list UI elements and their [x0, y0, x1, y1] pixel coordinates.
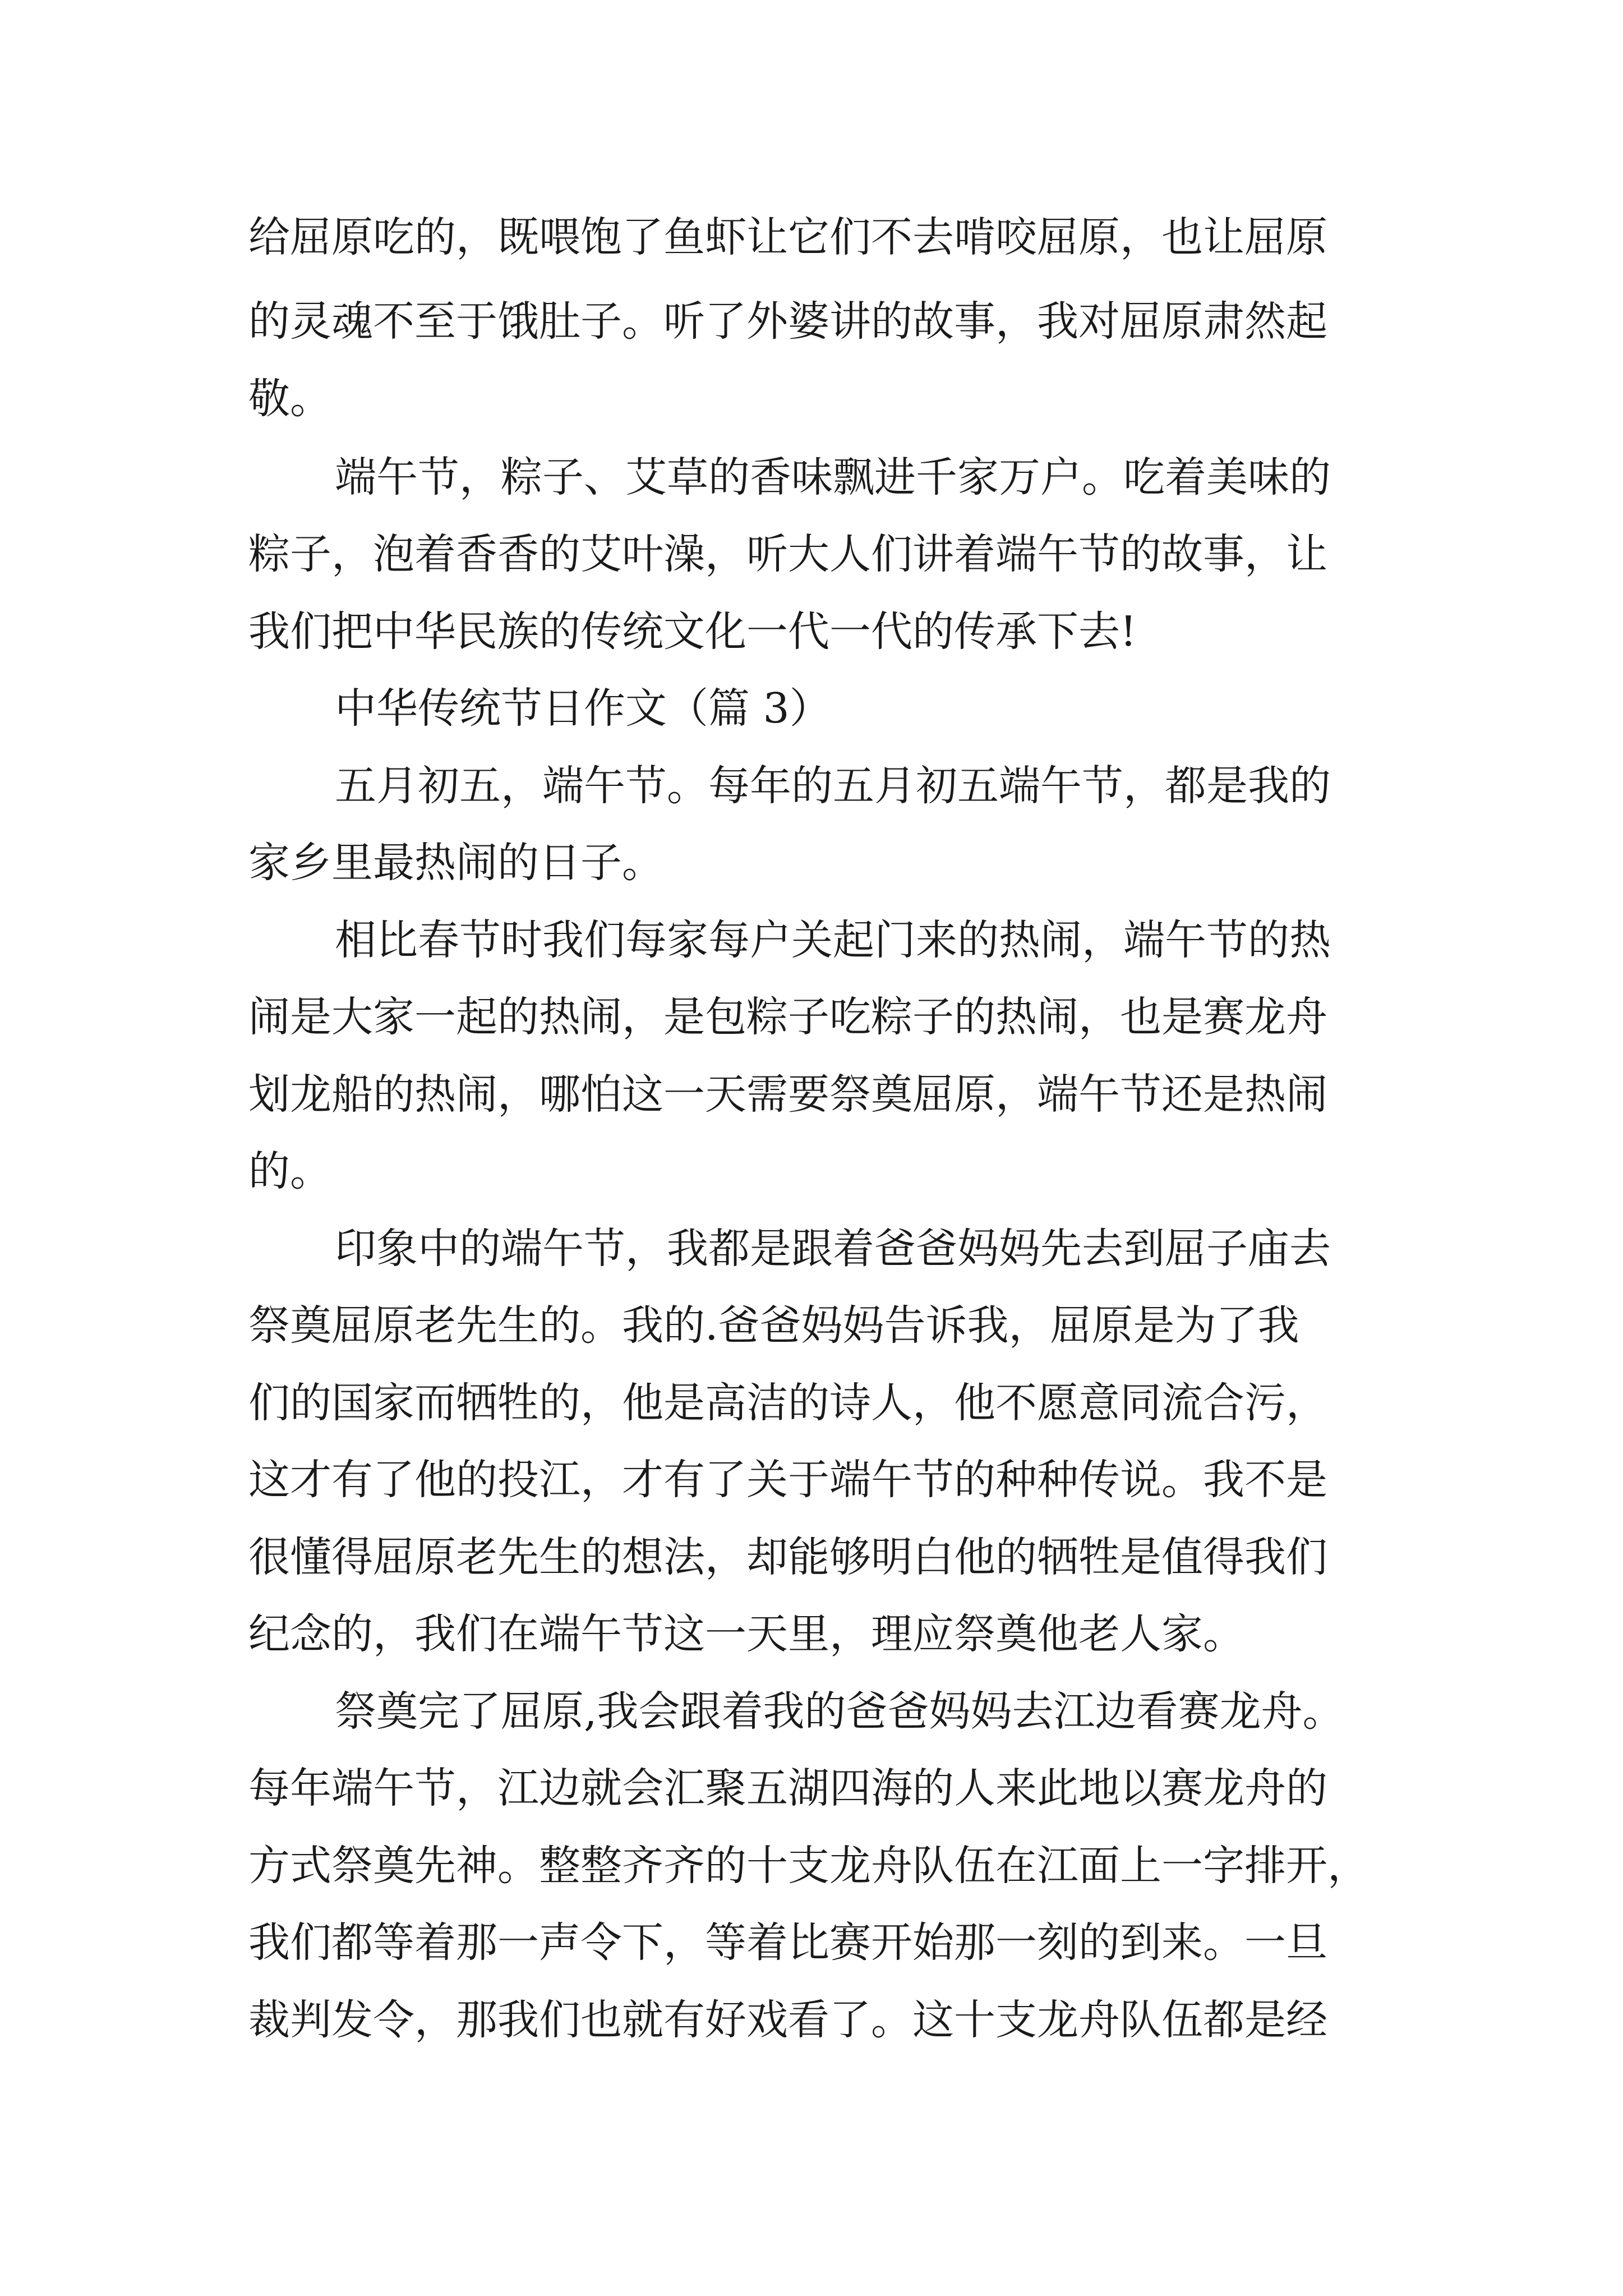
- text-line-9: 家乡里最热闹的日子。: [248, 839, 663, 887]
- text-line-8: 五月初五，端午节。每年的五月初五端午节，都是我的: [335, 762, 1331, 810]
- text-line-22: 方式祭奠先神。整整齐齐的十支龙舟队伍在江面上一字排开，: [248, 1842, 1369, 1890]
- text-line-6: 我们把中华民族的传统文化一代一代的传承下去!: [248, 608, 1137, 656]
- text-line-1: 给屈原吃的，既喂饱了鱼虾让它们不去啃咬屈原，也让屈原: [248, 213, 1327, 261]
- text-line-18: 很懂得屈原老先生的想法，却能够明白他的牺牲是值得我们: [248, 1533, 1327, 1581]
- text-line-21: 每年端午节，江边就会汇聚五湖四海的人来此地以赛龙舟的: [248, 1764, 1327, 1812]
- text-line-13: 的。: [248, 1147, 331, 1195]
- text-line-12: 划龙船的热闹，哪怕这一天需要祭奠屈原，端午节还是热闹: [248, 1070, 1327, 1119]
- text-line-4: 端午节，粽子、艾草的香味飘进千家万户。吃着美味的: [335, 453, 1331, 501]
- text-line-3: 敬。: [248, 375, 331, 423]
- text-line-23: 我们都等着那一声令下，等着比赛开始那一刻的到来。一旦: [248, 1918, 1327, 1967]
- text-line-17: 这才有了他的投江，才有了关于端午节的种种传说。我不是: [248, 1456, 1327, 1504]
- text-line-15: 祭奠屈原老先生的。我的.爸爸妈妈告诉我，屈原是为了我: [248, 1301, 1299, 1350]
- text-line-19: 纪念的，我们在端午节这一天里，理应祭奠他老人家。: [248, 1610, 1244, 1658]
- text-line-24: 裁判发令，那我们也就有好戏看了。这十支龙舟队伍都是经: [248, 1996, 1327, 2044]
- text-line-5: 粽子，泡着香香的艾叶澡，听大人们讲着端午节的故事，让: [248, 530, 1327, 578]
- text-line-11: 闹是大家一起的热闹，是包粽子吃粽子的热闹，也是赛龙舟: [248, 993, 1327, 1041]
- text-line-20: 祭奠完了屈原,我会跟着我的爸爸妈妈去江边看赛龙舟。: [335, 1687, 1344, 1736]
- text-line-10: 相比春节时我们每家每户关起门来的热闹，端午节的热: [335, 916, 1331, 964]
- text-line-2: 的灵魂不至于饿肚子。听了外婆讲的故事，我对屈原肃然起: [248, 297, 1327, 346]
- text-line-16: 们的国家而牺牲的，他是高洁的诗人，他不愿意同流合污，: [248, 1379, 1327, 1427]
- text-line-14: 印象中的端午节，我都是跟着爸爸妈妈先去到屈子庙去: [335, 1225, 1331, 1273]
- section-heading: 中华传统节日作文（篇 3）: [335, 684, 831, 733]
